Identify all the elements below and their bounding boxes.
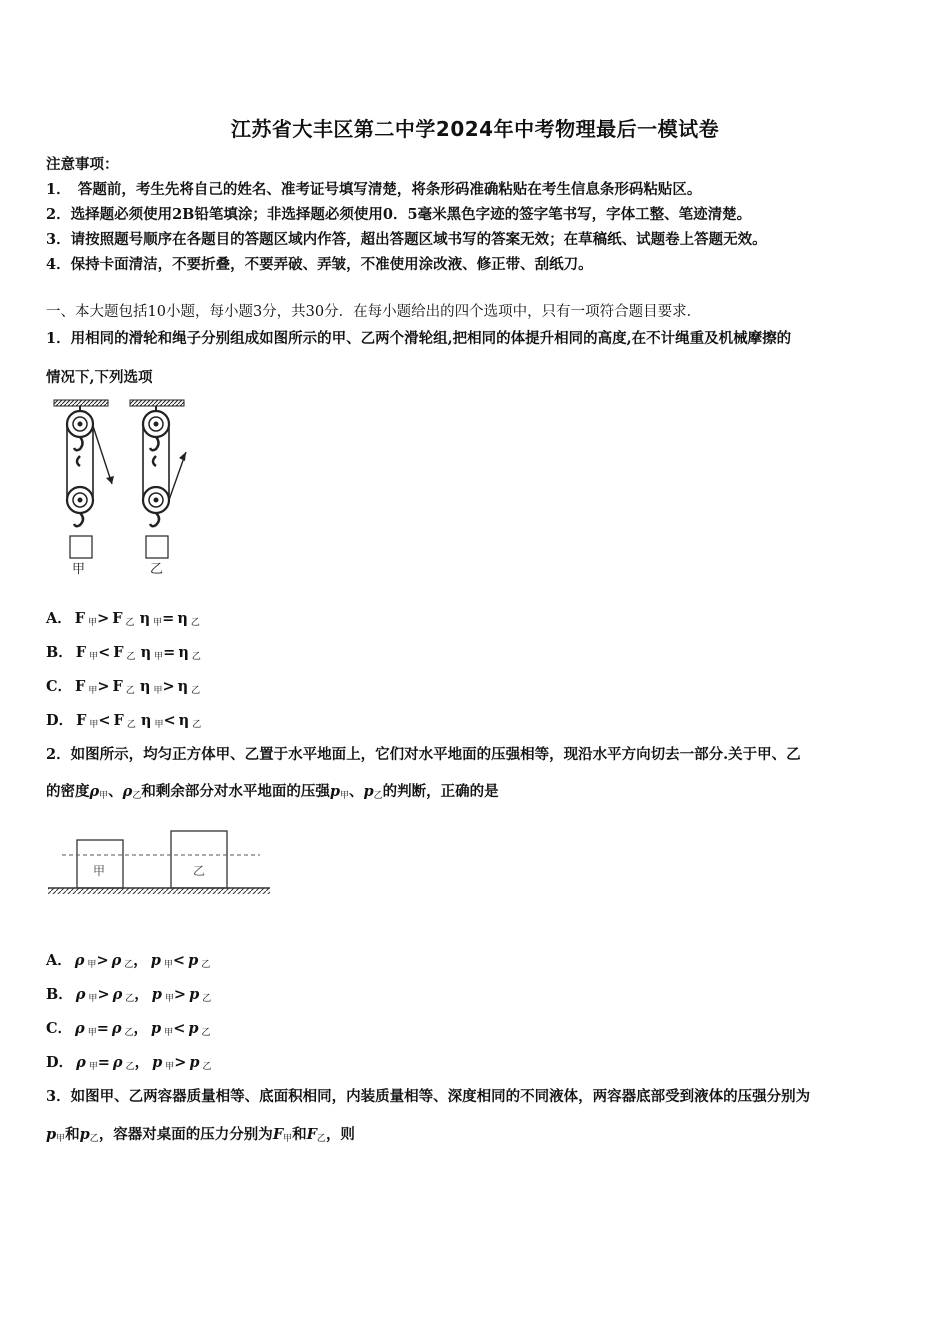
notice-item-3: 3．请按照题号顺序在各题目的答题区域内作答，超出答题区域书写的答案无效；在草稿纸、试题卷上答题无效。 <box>46 231 767 248</box>
notice-item-1: 1． 答题前，考生先将自己的姓名、准考证号填写清楚，将条形码准确粘贴在考生信息条形码粘贴区。 <box>46 181 702 198</box>
cube-label-jia: 甲 <box>93 864 106 878</box>
q1-option-b[interactable]: B． F $_甲$< F $_乙$ η $_甲$= η $_乙$ <box>46 644 201 662</box>
cube-yi <box>171 831 227 888</box>
pulley-system-yi <box>130 400 186 577</box>
pulley-figure <box>46 396 206 581</box>
q2-option-b[interactable]: B． ρ $_甲$> ρ $_乙$， p $_甲$> p $_乙$ <box>46 986 212 1004</box>
fig-label-yi: 乙 <box>150 562 164 577</box>
q1-stem-line1: 1．用相同的滑轮和绳子分别组成如图所示的甲、乙两个滑轮组,把相同的体提升相同的高度,在不计绳重及机械摩擦的 <box>46 330 792 347</box>
notice-item-4: 4．保持卡面清洁，不要折叠，不要弄破、弄皱，不准使用涂改液、修正带、刮纸刀。 <box>46 256 593 273</box>
fig-label-jia: 甲 <box>72 562 86 577</box>
cubes-figure <box>46 826 276 900</box>
ground <box>48 888 270 894</box>
q2-stem-line1: 2．如图所示，均匀正方体甲、乙置于水平地面上，它们对水平地面的压强相等，现沿水平方向切去一部分.关于甲、乙 <box>46 746 801 763</box>
notice-item-2: 2．选择题必须使用2B铅笔填涂；非选择题必须使用0．5毫米黑色字迹的签字笔书写，字体工整、笔迹清楚。 <box>46 206 752 223</box>
q2-option-c[interactable]: C． ρ $_甲$= ρ $_乙$， p $_甲$< p $_乙$ <box>46 1020 211 1038</box>
q1-option-a[interactable]: A． F $_甲$> F $_乙$ η $_甲$= η $_乙$ <box>46 610 200 628</box>
q2-option-a[interactable]: A． ρ $_甲$> ρ $_乙$， p $_甲$< p $_乙$ <box>46 952 211 970</box>
pulley-system-jia <box>54 400 114 577</box>
q3-stem-line1: 3．如图甲、乙两容器质量相等、底面积相同，内装质量相等、深度相同的不同液体，两容器底部受到液体的压强分别为 <box>46 1088 811 1105</box>
q2-stem-line2: 的密度$\rho_甲$、$\rho_乙$和剩余部分对水平地面的压强$p_甲$、$p_乙$的判断，正确的是 <box>46 783 499 801</box>
q1-stem-line2: 情况下,下列选项 <box>46 369 153 386</box>
section-one-heading: 一、本大题包括10小题，每小题3分，共30分．在每小题给出的四个选项中，只有一项符合题目要求． <box>46 304 702 320</box>
q2-option-d[interactable]: D． ρ $_甲$= ρ $_乙$， p $_甲$> p $_乙$ <box>46 1054 212 1072</box>
notice-heading: 注意事项： <box>46 156 119 173</box>
q1-option-d[interactable]: D． F $_甲$< F $_乙$ η $_甲$< η $_乙$ <box>46 712 202 730</box>
q3-stem-line2: $p_甲$和$p_乙$，容器对桌面的压力分别为$F_甲$和$F_乙$，则 <box>46 1126 355 1144</box>
page-title: 江苏省大丰区第二中学2024年中考物理最后一模试卷 <box>230 117 720 141</box>
q1-option-c[interactable]: C． F $_甲$> F $_乙$ η $_甲$> η $_乙$ <box>46 678 201 696</box>
cube-label-yi: 乙 <box>193 864 206 878</box>
